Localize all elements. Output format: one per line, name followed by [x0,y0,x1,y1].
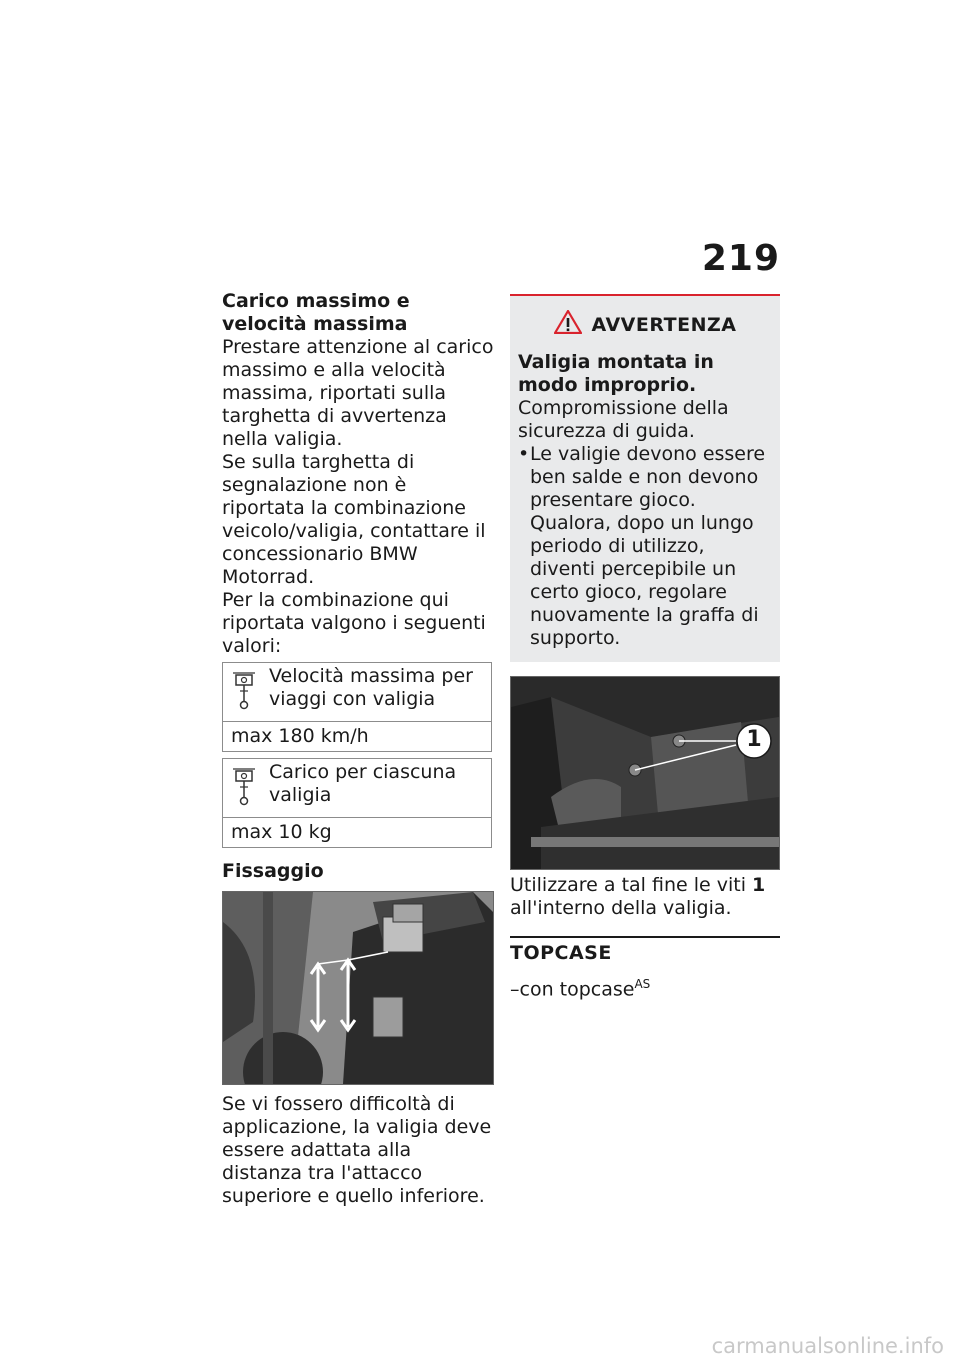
section-title: TOPCASE [510,942,612,964]
spec-value: max 180 km/h [231,725,369,747]
suitcase-interior-photo [510,676,780,870]
spec-table-load [222,758,492,848]
paragraph: Se sulla targhetta di segnalazione non è riportata la combinazione veicolo/valigia, contattare il concessionario BMW Motorrad. [222,451,486,588]
warning-box [510,294,780,662]
watermark: carmanualsonline.info [711,1334,944,1358]
left-column [222,290,494,1208]
warning-triangle-icon [554,310,582,339]
suitcase-icon [233,761,269,811]
caption-number: 1 [752,874,766,896]
suitcase-fixing-photo [222,891,494,1085]
spec-label: Velocità massima per viaggi con valigia [269,665,473,710]
option-code: AS [634,977,651,991]
bullet-text: Le valigie devono essere ben salde e non devono presentare gioco. Qualora, dopo un lungo periodo di utilizzo, diventi percepibile un certo gioco, regolare nuovamente la graffa di supporto. [530,443,766,649]
option-note: –con topcase$^{AS}$ [510,977,651,1001]
photo-caption: Utilizzare a tal fine le viti 1 all'interno della valigia. [510,874,766,919]
callout-number: 1 [746,727,762,752]
fixing-heading: Fissaggio [222,860,324,882]
warning-heading: Valigia montata in modo improprio. [518,351,714,396]
warning-bullet [518,443,772,650]
spec-label: Carico per ciascuna valigia [269,761,457,806]
warning-title: AVVERTENZA [591,313,737,336]
warning-text: Compromissione della sicurezza di guida. [518,397,729,442]
page-number: 219 [701,238,780,279]
paragraph: Se vi fossero difficoltà di applicazione, la valigia deve essere adattata alla distanza tra l'attacco superiore e quello inferiore. [222,1093,492,1207]
bullet-icon: • [518,443,530,465]
section-heading: Carico massimo e velocità massima [222,290,410,335]
spec-value: max 10 kg [231,821,332,843]
spec-table-speed [222,662,492,752]
paragraph: Prestare attenzione al carico massimo e alla velocità massima, riportati sulla targhetta di avvertenza nella valigia. [222,336,494,450]
topcase-section [510,936,780,1001]
suitcase-icon [233,665,269,715]
right-column [510,294,780,1001]
paragraph: Per la combinazione qui riportata valgono i seguenti valori: [222,589,486,657]
